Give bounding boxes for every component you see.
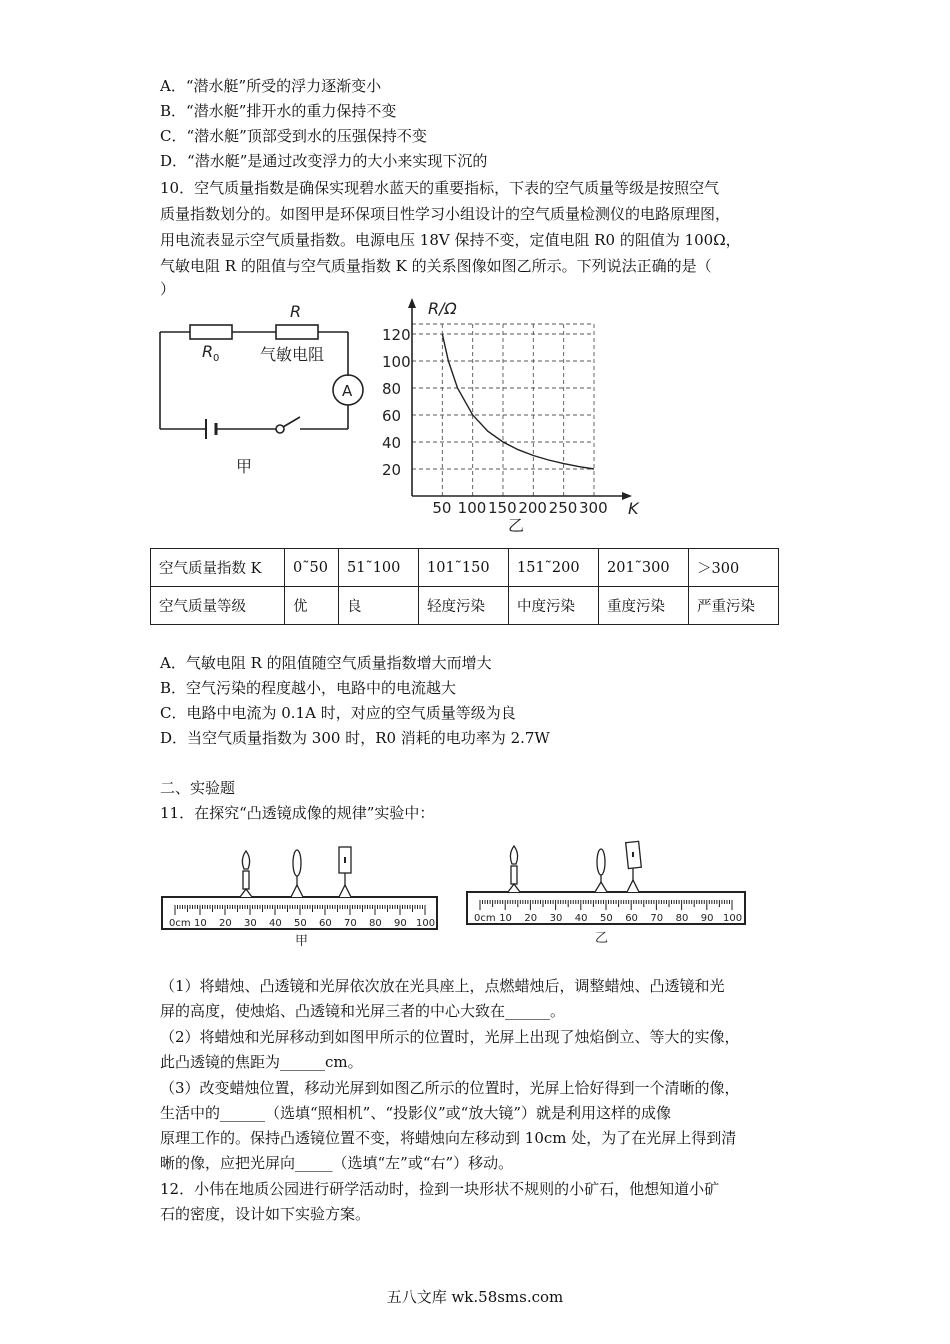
bench-tick-label: 90: [394, 918, 407, 929]
q9-option-a: A．“潜水艇”所受的浮力逐渐变小: [160, 77, 382, 95]
label-sensor: 气敏电阻: [260, 345, 325, 364]
table-cell: 中度污染: [509, 587, 599, 625]
circuit-diagram: [150, 298, 370, 488]
q9-option-c: C．“潜水艇”顶部受到水的压强保持不变: [160, 127, 427, 145]
bench-caption: 甲: [295, 934, 309, 949]
q10-stem-line: 10．空气质量指数是确保实现碧水蓝天的重要指标，下表的空气质量等级是按照空气: [160, 179, 720, 197]
bench-tick-label: 60: [319, 918, 332, 929]
table-cell: 101˜150: [419, 549, 509, 587]
bench-tick-label: 80: [369, 918, 382, 929]
q12-line: 石的密度，设计如下实验方案。: [160, 1205, 371, 1223]
resistor-r0: [190, 325, 232, 339]
x-tick-label: 250: [548, 499, 578, 517]
bench-tick-label: 20: [219, 918, 232, 929]
q10-stem-line: 用电流表显示空气质量指数。电源电压 18V 保持不变，定值电阻 R0 的阻值为 100Ω，: [160, 231, 741, 249]
q10-option-a: A．气敏电阻 R 的阻值随空气质量指数增大而增大: [160, 654, 492, 672]
x-tick-label: 100: [457, 499, 487, 517]
q10-stem-line: 质量指数划分的。如图甲是环保项目性学习小组设计的空气质量检测仪的电路原理图，: [160, 205, 731, 223]
lens-icon: [595, 849, 607, 892]
bench-tick-label: 30: [549, 913, 563, 924]
table-cell: 轻度污染: [419, 587, 509, 625]
table-row: [151, 587, 779, 625]
q10-option-d: D．当空气质量指数为 300 时，R0 消耗的电功率为 2.7W: [160, 729, 550, 747]
table-cell: 151˜200: [509, 549, 599, 587]
label-r0: R: [202, 342, 214, 361]
air-quality-table: [150, 548, 779, 625]
r-k-curve: [442, 334, 594, 469]
table-cell: 重度污染: [599, 587, 689, 625]
bench-tick-label: 50: [600, 913, 613, 924]
bench-tick-label: 50: [294, 918, 307, 929]
x-tick-label: 300: [579, 499, 608, 517]
graph-caption: 乙: [508, 516, 525, 535]
q11-line: 此凸透镜的焦距为______cm。: [160, 1053, 363, 1071]
x-tick-label: 50: [432, 499, 452, 517]
bench-tick-label: 0cm: [169, 918, 191, 929]
page-footer: 五八文库 wk.58sms.com: [386, 1288, 564, 1306]
q10-option-b: B．空气污染的程度越小，电路中的电流越大: [160, 679, 457, 697]
screen-icon: [339, 847, 351, 897]
bench-tick-label: 20: [524, 913, 538, 924]
q11-line: 屏的高度，使烛焰、凸透镜和光屏三者的中心大致在______。: [160, 1002, 566, 1020]
table-cell: 空气质量指数 K: [151, 549, 285, 587]
y-tick-label: 20: [382, 461, 402, 479]
ammeter-label: A: [342, 382, 353, 400]
q10-stem-line: 气敏电阻 R 的阻值与空气质量指数 K 的关系图像如图乙所示。下列说法正确的是（: [160, 257, 712, 275]
y-tick-label: 40: [382, 434, 402, 452]
bench-tick-label: 70: [650, 913, 664, 924]
q11-line: （2）将蜡烛和光屏移动到如图甲所示的位置时，光屏上出现了烛焰倒立、等大的实像，: [160, 1028, 740, 1046]
x-tick-label: 150: [488, 499, 517, 517]
bench-tick-label: 90: [700, 913, 714, 924]
q11-line: 生活中的______（选填“照相机”、“投影仪”或“放大镜”）就是利用这样的成像: [160, 1104, 672, 1122]
bench-tick-label: 70: [344, 918, 357, 929]
table-cell: ＞300: [689, 549, 779, 587]
switch-blade: [283, 417, 300, 427]
section-title: 二、实验题: [160, 779, 236, 797]
q10-stem-line: ）: [160, 280, 176, 298]
y-tick-label: 60: [382, 407, 402, 425]
table-cell: 良: [339, 587, 419, 625]
label-r0-subscript: 0: [213, 353, 220, 364]
table-cell: 严重污染: [689, 587, 779, 625]
bench-tick-label: 0cm: [474, 913, 496, 924]
bench-tick-label: 40: [574, 913, 588, 924]
bench-tick-label: 100: [416, 918, 436, 929]
q10-option-c: C．电路中电流为 0.1A 时，对应的空气质量等级为良: [160, 704, 516, 722]
candle-icon: [508, 846, 520, 892]
table-cell: 0˜50: [285, 549, 339, 587]
q12-line: 12．小伟在地质公园进行研学活动时，捡到一块形状不规则的小矿石，他想知道小矿: [160, 1180, 720, 1198]
q11-line: （3）改变蜡烛位置，移动光屏到如图乙所示的位置时，光屏上恰好得到一个清晰的像，: [160, 1079, 740, 1097]
bench-tick-label: 30: [244, 918, 257, 929]
q11-line: （1）将蜡烛、凸透镜和光屏依次放在光具座上，点燃蜡烛后，调整蜡烛、凸透镜和光: [160, 977, 725, 995]
bench-tick-label: 100: [723, 913, 743, 924]
optical-bench-b: [465, 840, 750, 950]
bench-tick-label: 80: [675, 913, 689, 924]
q11-stem: 11．在探究“凸透镜成像的规律”实验中：: [160, 804, 435, 822]
resistor-r: [276, 325, 318, 339]
y-axis-arrow: [408, 298, 416, 308]
x-tick-label: 200: [518, 499, 547, 517]
y-tick-label: 100: [382, 353, 411, 371]
lens-icon: [291, 850, 303, 897]
table-row: [151, 549, 779, 587]
x-axis-label: K: [628, 499, 639, 518]
optical-bench-a: [160, 845, 440, 955]
q11-line: 晰的像，应把光屏向_____（选填“左”或“右”）移动。: [160, 1154, 514, 1172]
q9-option-b: B．“潜水艇”排开水的重力保持不变: [160, 102, 397, 120]
table-cell: 201˜300: [599, 549, 689, 587]
screen-icon: [626, 841, 642, 892]
table-cell: 空气质量等级: [151, 587, 285, 625]
q9-option-d: D．“潜水艇”是通过改变浮力的大小来实现下沉的: [160, 152, 488, 170]
bench-tick-label: 10: [194, 918, 207, 929]
y-tick-label: 80: [382, 380, 402, 398]
label-r: R: [290, 302, 302, 321]
candle-icon: [240, 851, 252, 897]
table-cell: 优: [285, 587, 339, 625]
y-axis-label: R/Ω: [428, 299, 457, 318]
circuit-caption: 甲: [236, 457, 253, 476]
table-cell: 51˜100: [339, 549, 419, 587]
y-tick-label: 120: [382, 326, 411, 344]
bench-tick-label: 60: [625, 913, 638, 924]
bench-caption: 乙: [595, 931, 609, 946]
bench-tick-label: 40: [269, 918, 282, 929]
q11-line: 原理工作的。保持凸透镜位置不变，将蜡烛向左移动到 10cm 处，为了在光屏上得到清: [160, 1129, 737, 1147]
bench-tick-label: 10: [499, 913, 512, 924]
r-k-graph: [370, 296, 645, 536]
